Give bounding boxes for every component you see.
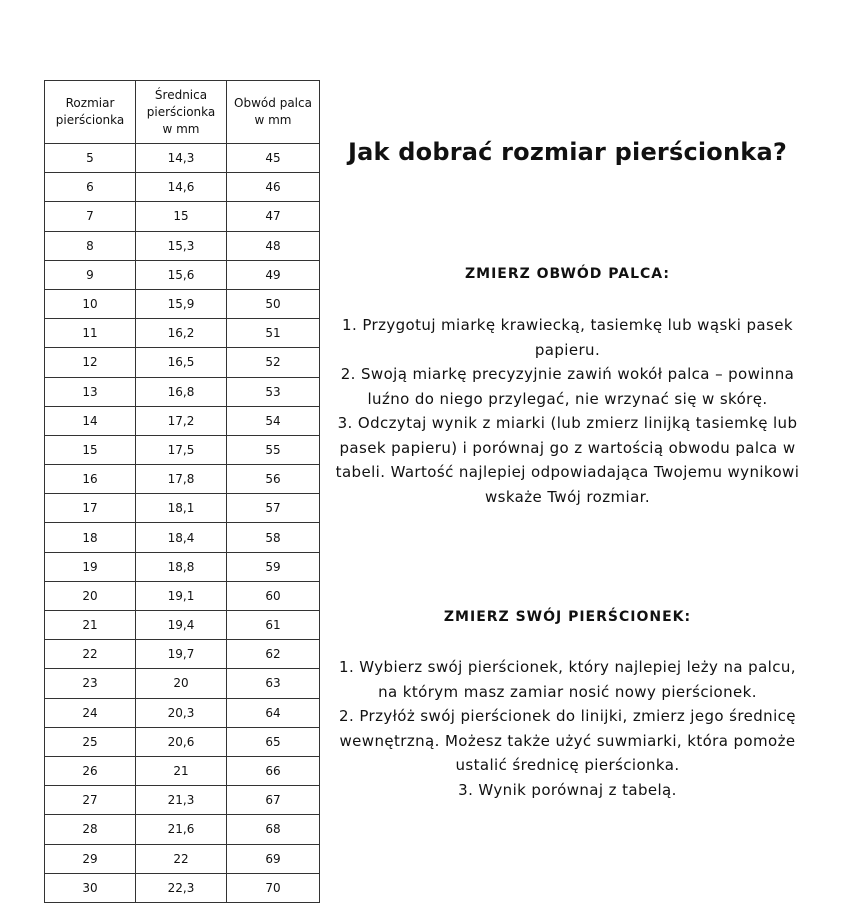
table-header-row [45, 81, 320, 144]
header-ring-size: Rozmiar pierścionka [45, 81, 136, 144]
cell-ring-diameter: 17,5 [136, 435, 227, 464]
cell-ring-size: 7 [45, 202, 136, 231]
table-row [45, 669, 320, 698]
cell-finger-circumference: 59 [227, 552, 320, 581]
cell-ring-size: 22 [45, 640, 136, 669]
cell-ring-size: 16 [45, 465, 136, 494]
cell-ring-diameter: 19,7 [136, 640, 227, 669]
table-row [45, 581, 320, 610]
table-row [45, 144, 320, 173]
cell-ring-diameter: 16,5 [136, 348, 227, 377]
table-row [45, 319, 320, 348]
cell-ring-size: 26 [45, 756, 136, 785]
cell-ring-size: 5 [45, 144, 136, 173]
ring-size-table [44, 80, 320, 903]
finger-steps-list [335, 313, 800, 509]
ring-steps-list [335, 655, 800, 802]
cell-finger-circumference: 57 [227, 494, 320, 523]
cell-finger-circumference: 66 [227, 756, 320, 785]
cell-finger-circumference: 56 [227, 465, 320, 494]
cell-ring-size: 14 [45, 406, 136, 435]
cell-ring-size: 11 [45, 319, 136, 348]
cell-finger-circumference: 70 [227, 873, 320, 902]
cell-ring-diameter: 18,8 [136, 552, 227, 581]
cell-ring-size: 18 [45, 523, 136, 552]
cell-ring-diameter: 14,3 [136, 144, 227, 173]
table-row [45, 260, 320, 289]
cell-ring-diameter: 20 [136, 669, 227, 698]
table-row [45, 727, 320, 756]
list-item: 3. Wynik porównaj z tabelą. [458, 780, 677, 799]
cell-ring-diameter: 19,1 [136, 581, 227, 610]
cell-finger-circumference: 68 [227, 815, 320, 844]
cell-ring-size: 30 [45, 873, 136, 902]
header-ring-diameter: Średnica pierścionka w mm [136, 81, 227, 144]
cell-finger-circumference: 64 [227, 698, 320, 727]
cell-finger-circumference: 54 [227, 406, 320, 435]
cell-finger-circumference: 61 [227, 611, 320, 640]
cell-ring-size: 28 [45, 815, 136, 844]
table-row [45, 552, 320, 581]
cell-ring-diameter: 21,6 [136, 815, 227, 844]
cell-finger-circumference: 62 [227, 640, 320, 669]
table-row [45, 523, 320, 552]
cell-finger-circumference: 52 [227, 348, 320, 377]
table-body [45, 144, 320, 903]
cell-ring-diameter: 16,8 [136, 377, 227, 406]
list-item: 1. Wybierz swój pierścionek, który najlepiej leży na palcu, na którym masz zamiar nosić nowy pierścionek. [339, 658, 796, 701]
cell-ring-size: 8 [45, 231, 136, 260]
cell-ring-diameter: 20,3 [136, 698, 227, 727]
cell-finger-circumference: 46 [227, 173, 320, 202]
table-row [45, 815, 320, 844]
cell-ring-size: 9 [45, 260, 136, 289]
table-row [45, 756, 320, 785]
cell-ring-size: 24 [45, 698, 136, 727]
table-row [45, 494, 320, 523]
cell-ring-size: 23 [45, 669, 136, 698]
cell-ring-size: 17 [45, 494, 136, 523]
list-item: 2. Przyłóż swój pierścionek do linijki, zmierz jego średnicę wewnętrzną. Możesz także użyć suwmiarki, która pomoże ustalić średnicę pierścionka. [339, 707, 796, 774]
cell-finger-circumference: 55 [227, 435, 320, 464]
table-row [45, 289, 320, 318]
cell-ring-size: 21 [45, 611, 136, 640]
list-item: 3. Odczytaj wynik z miarki (lub zmierz linijką tasiemkę lub pasek papieru) i porównaj go z wartością obwodu palca w tabeli. Wartość najlepiej odpowiadająca Twojemu wynikowi wskaże Twój rozmiar. [335, 414, 800, 506]
cell-finger-circumference: 51 [227, 319, 320, 348]
cell-finger-circumference: 48 [227, 231, 320, 260]
cell-ring-diameter: 18,4 [136, 523, 227, 552]
cell-ring-diameter: 17,8 [136, 465, 227, 494]
cell-ring-size: 13 [45, 377, 136, 406]
cell-finger-circumference: 50 [227, 289, 320, 318]
header-finger-circumference: Obwód palca w mm [227, 81, 320, 144]
cell-ring-size: 20 [45, 581, 136, 610]
cell-ring-diameter: 15 [136, 202, 227, 231]
list-item: 1. Przygotuj miarkę krawiecką, tasiemkę lub wąski pasek papieru. [342, 316, 793, 359]
table-row [45, 231, 320, 260]
list-item: 2. Swoją miarkę precyzyjnie zawiń wokół palca – powinna luźno do niego przylegać, nie wrzynać się w skórę. [340, 365, 795, 408]
section-heading-finger: ZMIERZ OBWÓD PALCA: [464, 266, 670, 282]
table-row [45, 202, 320, 231]
cell-ring-size: 27 [45, 786, 136, 815]
cell-ring-diameter: 19,4 [136, 611, 227, 640]
table-row [45, 640, 320, 669]
cell-finger-circumference: 60 [227, 581, 320, 610]
table-row [45, 844, 320, 873]
table-row [45, 435, 320, 464]
cell-ring-diameter: 14,6 [136, 173, 227, 202]
cell-finger-circumference: 53 [227, 377, 320, 406]
cell-ring-diameter: 17,2 [136, 406, 227, 435]
cell-ring-diameter: 21 [136, 756, 227, 785]
cell-ring-size: 12 [45, 348, 136, 377]
cell-ring-diameter: 18,1 [136, 494, 227, 523]
cell-ring-size: 6 [45, 173, 136, 202]
cell-ring-diameter: 20,6 [136, 727, 227, 756]
cell-finger-circumference: 69 [227, 844, 320, 873]
cell-finger-circumference: 67 [227, 786, 320, 815]
cell-ring-size: 29 [45, 844, 136, 873]
table-row [45, 786, 320, 815]
cell-ring-size: 10 [45, 289, 136, 318]
table-row [45, 406, 320, 435]
cell-ring-diameter: 22 [136, 844, 227, 873]
cell-ring-diameter: 15,9 [136, 289, 227, 318]
table-row [45, 465, 320, 494]
cell-finger-circumference: 49 [227, 260, 320, 289]
cell-finger-circumference: 63 [227, 669, 320, 698]
cell-finger-circumference: 47 [227, 202, 320, 231]
table-row [45, 698, 320, 727]
cell-ring-diameter: 16,2 [136, 319, 227, 348]
cell-ring-size: 15 [45, 435, 136, 464]
cell-ring-size: 25 [45, 727, 136, 756]
cell-finger-circumference: 58 [227, 523, 320, 552]
table-row [45, 611, 320, 640]
section-heading-ring: ZMIERZ SWÓJ PIERŚCIONEK: [443, 609, 692, 625]
cell-finger-circumference: 65 [227, 727, 320, 756]
cell-ring-size: 19 [45, 552, 136, 581]
cell-ring-diameter: 22,3 [136, 873, 227, 902]
cell-ring-diameter: 21,3 [136, 786, 227, 815]
table-row [45, 348, 320, 377]
table-row [45, 173, 320, 202]
table-row [45, 873, 320, 902]
cell-ring-diameter: 15,3 [136, 231, 227, 260]
page-title: Jak dobrać rozmiar pierścionka? [348, 138, 787, 166]
table-row [45, 377, 320, 406]
cell-finger-circumference: 45 [227, 144, 320, 173]
cell-ring-diameter: 15,6 [136, 260, 227, 289]
